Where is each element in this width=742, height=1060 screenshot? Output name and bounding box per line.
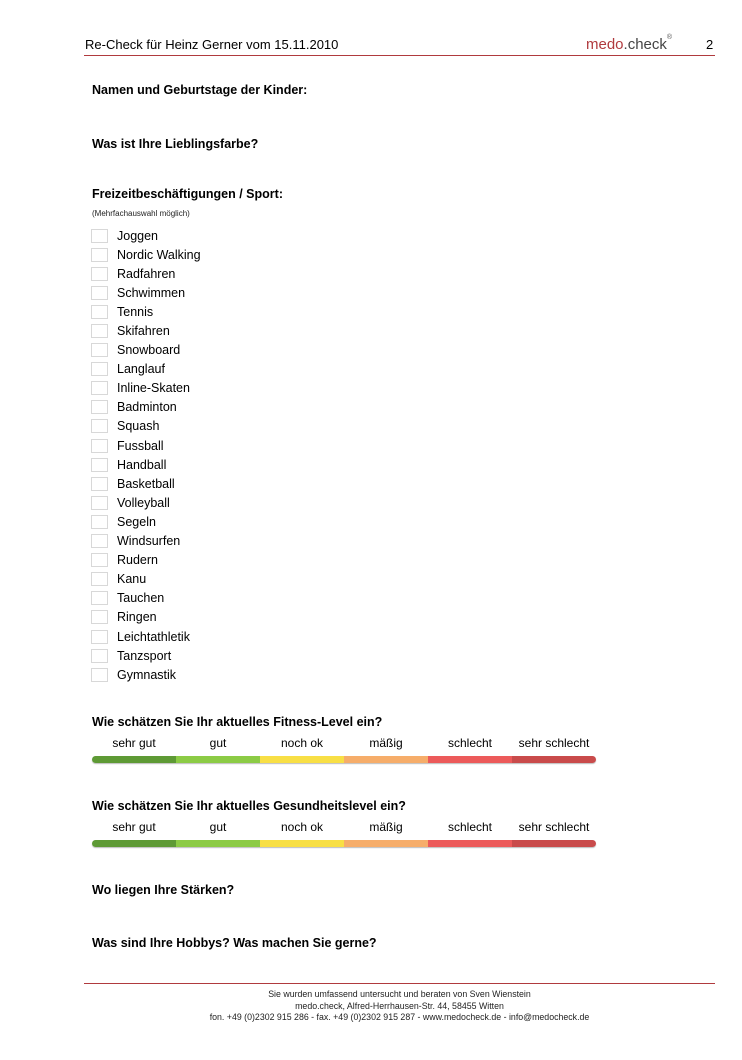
- footer-line-advisor: Sie wurden umfassend untersucht und beraten von Sven Wienstein: [268, 989, 531, 999]
- sport-checkbox[interactable]: [91, 229, 108, 243]
- question-health: Wie schätzen Sie Ihr aktuelles Gesundheitslevel ein?: [92, 799, 406, 813]
- fitness-rating-scale[interactable]: [92, 736, 596, 763]
- scale-segment[interactable]: [92, 756, 176, 763]
- brand-logo-part1: medo: [586, 36, 624, 53]
- sport-option[interactable]: [91, 627, 201, 646]
- sport-option[interactable]: [91, 512, 201, 531]
- sport-label: Segeln: [117, 514, 156, 529]
- sport-label: Volleyball: [117, 495, 170, 510]
- question-children: Namen und Geburtstage der Kinder:: [92, 83, 308, 97]
- sport-checkbox[interactable]: [91, 267, 108, 281]
- sport-label: Windsurfen: [117, 534, 181, 549]
- sport-option[interactable]: [91, 245, 201, 264]
- fitness-scale-labels: [92, 736, 596, 752]
- sport-option[interactable]: [91, 665, 201, 684]
- sport-option[interactable]: [91, 493, 201, 512]
- sport-checkbox[interactable]: [91, 515, 108, 529]
- sport-label: Squash: [117, 419, 160, 434]
- sport-label: Fussball: [117, 438, 164, 453]
- sport-label: Tauchen: [117, 591, 165, 606]
- sport-label: Tennis: [117, 304, 154, 319]
- sport-checkbox[interactable]: [91, 610, 108, 624]
- question-hobbies: Was sind Ihre Hobbys? Was machen Sie gerne?: [92, 936, 377, 950]
- health-rating-scale[interactable]: [92, 820, 596, 847]
- sport-label: Gymnastik: [117, 667, 177, 682]
- sport-label: Skifahren: [117, 324, 170, 339]
- scale-label: mäßig: [369, 736, 403, 750]
- sport-label: Ringen: [117, 610, 157, 625]
- sport-checkbox[interactable]: [91, 305, 108, 319]
- question-strengths: Wo liegen Ihre Stärken?: [92, 883, 235, 897]
- sport-option[interactable]: [91, 608, 201, 627]
- sport-checkbox[interactable]: [91, 439, 108, 453]
- brand-registered-mark: ®: [666, 34, 673, 41]
- question-fitness: Wie schätzen Sie Ihr aktuelles Fitness-Level ein?: [92, 715, 383, 729]
- scale-segment[interactable]: [260, 840, 344, 847]
- scale-label: sehr schlecht: [518, 820, 590, 834]
- sport-label: Handball: [117, 457, 167, 472]
- sport-checkbox[interactable]: [91, 496, 108, 510]
- health-scale-bar[interactable]: [92, 840, 596, 847]
- sports-checklist: [91, 226, 201, 684]
- sport-label: Kanu: [117, 572, 147, 587]
- sport-checkbox[interactable]: [91, 400, 108, 414]
- sport-checkbox[interactable]: [91, 477, 108, 491]
- sport-checkbox[interactable]: [91, 362, 108, 376]
- sport-checkbox[interactable]: [91, 649, 108, 663]
- question-leisure: Freizeitbeschäftigungen / Sport:: [92, 187, 283, 201]
- scale-label: noch ok: [280, 736, 324, 750]
- sport-label: Basketball: [117, 476, 175, 491]
- sport-label: Snowboard: [117, 343, 181, 358]
- sport-checkbox[interactable]: [91, 343, 108, 357]
- scale-segment[interactable]: [428, 840, 512, 847]
- sport-checkbox[interactable]: [91, 572, 108, 586]
- scale-segment[interactable]: [176, 840, 260, 847]
- scale-segment[interactable]: [344, 840, 428, 847]
- sport-checkbox[interactable]: [91, 534, 108, 548]
- sport-label: Rudern: [117, 553, 158, 568]
- scale-segment[interactable]: [428, 756, 512, 763]
- sport-option[interactable]: [91, 398, 201, 417]
- health-scale-labels: [92, 820, 596, 836]
- sport-option[interactable]: [91, 360, 201, 379]
- sport-option[interactable]: [91, 302, 201, 321]
- sport-option[interactable]: [91, 226, 201, 245]
- scale-segment[interactable]: [260, 756, 344, 763]
- sport-option[interactable]: [91, 436, 201, 455]
- sport-checkbox[interactable]: [91, 286, 108, 300]
- sport-option[interactable]: [91, 321, 201, 340]
- scale-segment[interactable]: [512, 756, 596, 763]
- footer-line-address: medo.check, Alfred-Herrhausen-Str. 44, 58455 Witten: [295, 1000, 504, 1011]
- sport-label: Badminton: [117, 400, 177, 415]
- scale-label: sehr schlecht: [518, 736, 590, 750]
- sport-checkbox[interactable]: [91, 381, 108, 395]
- sport-label: Nordic Walking: [117, 247, 201, 262]
- page-number: 2: [706, 37, 714, 52]
- scale-label: sehr gut: [112, 820, 156, 834]
- sport-checkbox[interactable]: [91, 553, 108, 567]
- sport-checkbox[interactable]: [91, 324, 108, 338]
- scale-segment[interactable]: [92, 840, 176, 847]
- sport-checkbox[interactable]: [91, 591, 108, 605]
- sport-option[interactable]: [91, 379, 201, 398]
- brand-logo-part2: .check: [623, 36, 667, 53]
- scale-segment[interactable]: [344, 756, 428, 763]
- sport-checkbox[interactable]: [91, 630, 108, 644]
- sport-option[interactable]: [91, 455, 201, 474]
- sport-option[interactable]: [91, 570, 201, 589]
- sport-checkbox[interactable]: [91, 458, 108, 472]
- page-footer: [84, 989, 715, 1024]
- scale-label: sehr gut: [112, 736, 156, 750]
- scale-segment[interactable]: [176, 756, 260, 763]
- sport-option[interactable]: [91, 646, 201, 665]
- sport-label: Radfahren: [117, 266, 176, 281]
- scale-label: mäßig: [369, 820, 403, 834]
- page-header-title: Re-Check für Heinz Gerner vom 15.11.2010: [85, 37, 339, 52]
- sport-option[interactable]: [91, 417, 201, 436]
- sport-checkbox[interactable]: [91, 248, 108, 262]
- sport-option[interactable]: [91, 474, 201, 493]
- sport-option[interactable]: [91, 589, 201, 608]
- sport-option[interactable]: [91, 341, 201, 360]
- sport-option[interactable]: [91, 264, 201, 283]
- scale-label: noch ok: [280, 820, 324, 834]
- multiple-choice-note: (Mehrfachauswahl möglich): [92, 209, 190, 218]
- fitness-scale-bar[interactable]: [92, 756, 596, 763]
- sport-option[interactable]: [91, 283, 201, 302]
- scale-label: gut: [209, 820, 227, 834]
- scale-label: gut: [209, 736, 227, 750]
- sport-option[interactable]: [91, 551, 201, 570]
- sport-option[interactable]: [91, 532, 201, 551]
- sport-label: Tanzsport: [117, 648, 172, 663]
- brand-logo: [586, 36, 672, 53]
- scale-label: schlecht: [447, 736, 493, 750]
- question-favorite-color: Was ist Ihre Lieblingsfarbe?: [92, 137, 259, 151]
- scale-label: schlecht: [447, 820, 493, 834]
- footer-line-contact: fon. +49 (0)2302 915 286 - fax. +49 (0)2302 915 287 - www.medocheck.de - info@medocheck.de: [209, 1012, 590, 1022]
- sport-label: Joggen: [117, 228, 159, 243]
- sport-label: Inline-Skaten: [117, 381, 190, 396]
- scale-segment[interactable]: [512, 840, 596, 847]
- sport-label: Leichtathletik: [117, 629, 190, 644]
- sport-checkbox[interactable]: [91, 668, 108, 682]
- sport-label: Schwimmen: [117, 285, 186, 300]
- sport-checkbox[interactable]: [91, 419, 108, 433]
- sport-label: Langlauf: [117, 362, 165, 377]
- header-divider: [84, 55, 715, 56]
- footer-divider: [84, 983, 715, 984]
